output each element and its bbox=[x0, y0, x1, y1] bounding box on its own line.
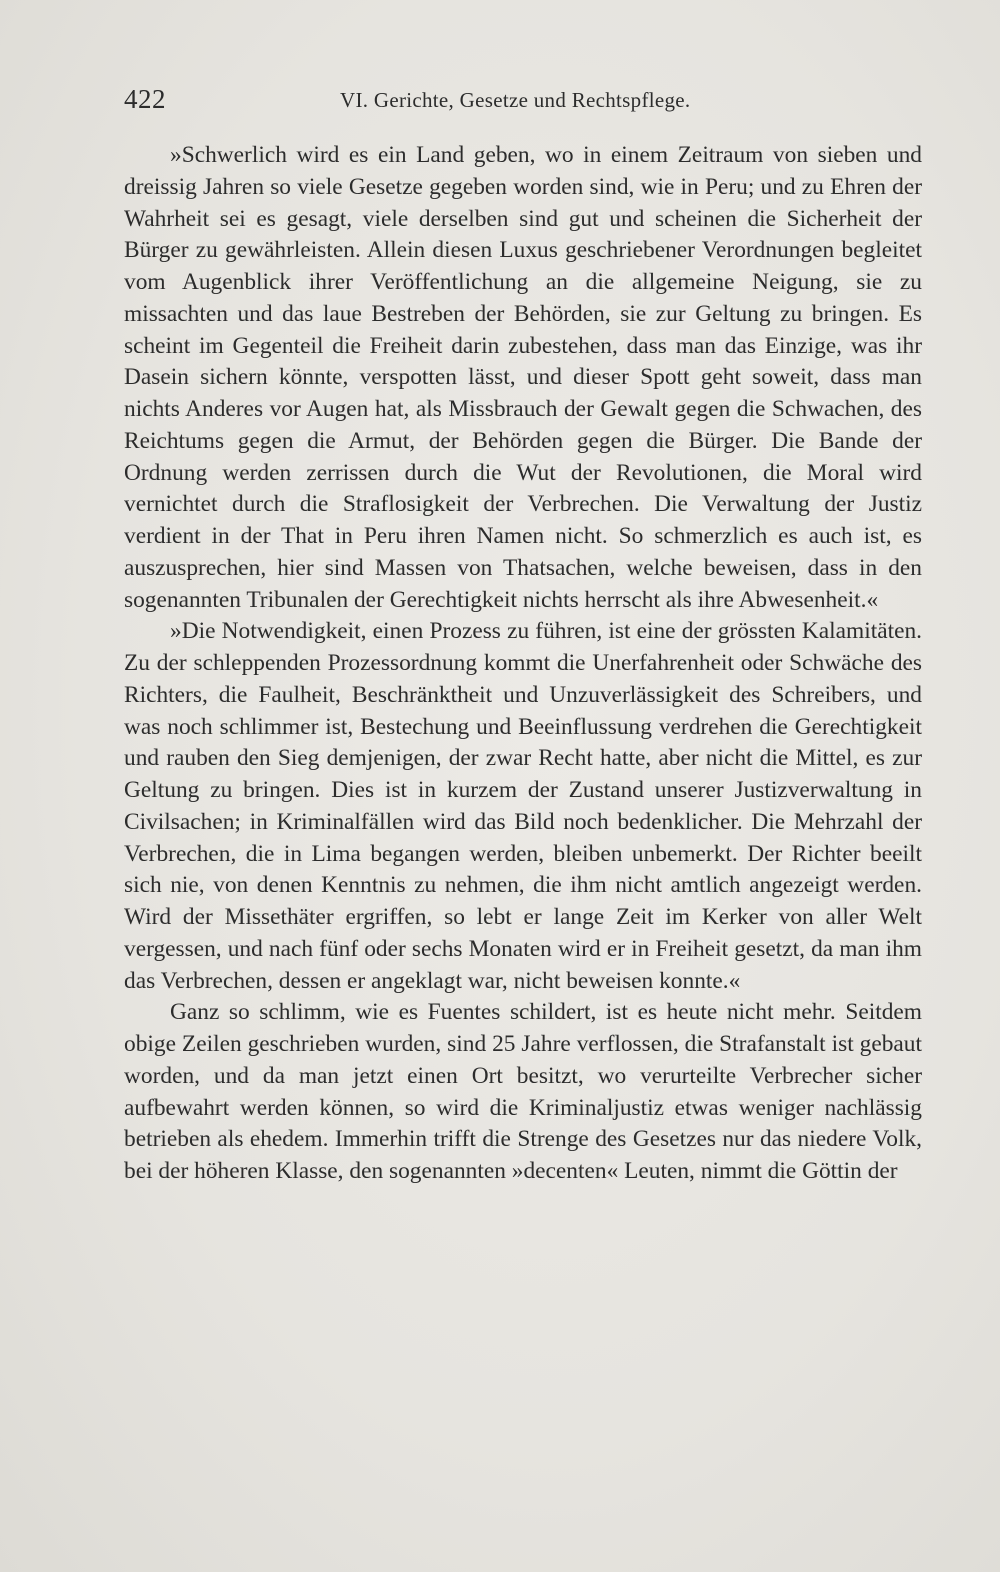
running-head bbox=[124, 84, 924, 118]
paragraph-commentary: Ganz so schlimm, wie es Fuentes schildert, ist es heute nicht mehr. Seitdem obige Zeilen geschrieben wurden, sind 25 Jahre verflossen, die Strafanstalt ist gebaut worden, und da man jetzt einen Ort besitzt, wo verurteilte Verbrecher sicher aufbewahrt werden können, so wird die Kriminaljustiz etwas weniger nachlässig betrieben als ehedem. Immerhin trifft die Strenge des Gesetzes nur das niedere Volk, bei der höheren Klasse, den sogenannten »decenten« Leuten, nimmt die Göttin der bbox=[124, 999, 922, 1184]
page-number: 422 bbox=[124, 84, 166, 114]
paragraph-quote-2: »Die Notwendigkeit, einen Prozess zu führen, ist eine der grössten Kalamitäten. Zu der schleppenden Prozessordnung kommt die Unerfahrenheit oder Schwäche des Richters, die Faulheit, Beschränktheit und Unzuverlässigkeit des Schreibers, und was noch schlimmer ist, Bestechung und Beeinflussung verdrehen die Gerechtigkeit und rauben den Sieg demjenigen, der zwar Recht hatte, aber nicht die Mittel, es zur Geltung zu bringen. Dies ist in kurzem der Zustand unserer Justizverwaltung in Civilsachen; in Kriminalfällen wird das Bild noch bedenklicher. Die Mehrzahl der Verbrechen, die in Lima begangen werden, bleiben unbemerkt. Der Richter beeilt sich nie, von denen Kenntnis zu nehmen, die ihm nicht amtlich angezeigt werden. Wird der Missethäter ergriffen, so lebt er lange Zeit im Kerker von aller Welt vergessen, und nach fünf oder sechs Monaten wird er in Freiheit gesetzt, da man ihm das Verbrechen, dessen er angeklagt war, nicht beweisen konnte.« bbox=[124, 618, 922, 994]
body-text bbox=[124, 140, 922, 1188]
chapter-heading: VI. Gerichte, Gesetze und Rechtspflege. bbox=[340, 88, 691, 112]
paragraph-quote-1: »Schwerlich wird es ein Land geben, wo in einem Zeitraum von sieben und dreissig Jahren so viele Gesetze gegeben worden sind, wie in Peru; und zu Ehren der Wahrheit sei es gesagt, viele derselben sind gut und scheinen die Sicherheit der Bürger zu gewährleisten. Allein diesen Luxus geschriebener Verordnungen begleitet vom Augenblick ihrer Veröffentlichung an die allgemeine Neigung, sie zu missachten und das laue Bestreben der Behörden, sie zur Geltung zu bringen. Es scheint im Gegenteil die Freiheit darin zubestehen, dass man das Einzige, was ihr Dasein sichern könnte, verspotten lässt, und dieser Spott geht soweit, dass man nichts Anderes vor Augen hat, als Missbrauch der Gewalt gegen die Schwachen, des Reichtums gegen die Armut, der Behörden gegen die Bürger. Die Bande der Ordnung werden zerrissen durch die Wut der Revolutionen, die Moral wird vernichtet durch die Straflosigkeit der Verbrechen. Die Verwaltung der Justiz verdient in der That in Peru ihren Namen nicht. So schmerzlich es auch ist, es auszusprechen, hier sind Massen von Thatsachen, welche beweisen, dass in den sogenannten Tribunalen der Gerechtigkeit nichts herrscht als ihre Abwesenheit.« bbox=[124, 142, 922, 613]
